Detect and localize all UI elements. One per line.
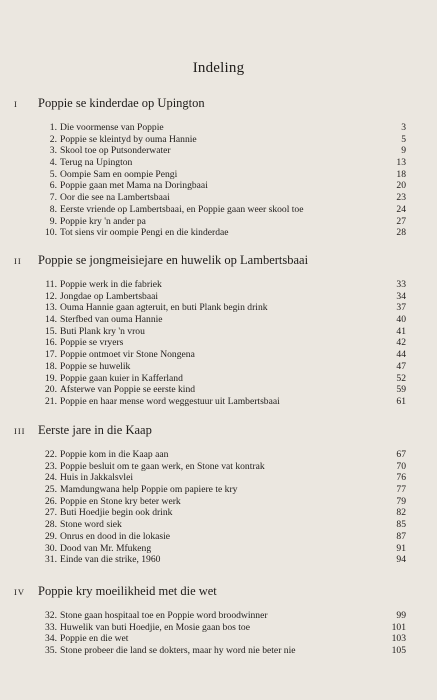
chapter-page-number: 85 bbox=[396, 519, 406, 531]
chapter-entry bbox=[42, 543, 406, 555]
chapter-title: Die voormense van Poppie bbox=[60, 122, 164, 133]
chapter-number: 35. bbox=[45, 645, 57, 657]
chapter-number: 5. bbox=[49, 168, 57, 180]
chapter-entry bbox=[42, 645, 406, 657]
part-title: Poppie kry moeilikheid met die wet bbox=[38, 584, 217, 598]
chapter-title: Ouma Hannie gaan agteruit, en buti Plank begin drink bbox=[60, 302, 268, 314]
chapter-page-number: 87 bbox=[396, 530, 406, 542]
chapter-page-number: 9 bbox=[401, 145, 406, 157]
chapter-number: 8. bbox=[49, 203, 57, 215]
chapter-entry bbox=[42, 216, 406, 228]
chapter-page-number: 3 bbox=[401, 122, 406, 133]
chapter-entry bbox=[42, 461, 406, 473]
chapter-entry bbox=[42, 227, 406, 239]
chapter-page-number: 101 bbox=[391, 621, 406, 633]
chapter-number: 13. bbox=[45, 302, 57, 314]
chapter-entry bbox=[42, 204, 406, 216]
chapter-page-number: 76 bbox=[396, 472, 406, 484]
chapter-number: 23. bbox=[45, 460, 57, 472]
chapter-title: Sterfbed van ouma Hannie bbox=[60, 314, 163, 326]
chapter-entry bbox=[42, 496, 406, 508]
chapter-page-number: 44 bbox=[396, 349, 406, 361]
chapter-entry bbox=[42, 192, 406, 204]
chapter-title: Einde van die strike, 1960 bbox=[60, 554, 161, 566]
chapter-title: Poppie kry 'n ander pa bbox=[60, 215, 146, 227]
chapter-page-number: 5 bbox=[401, 133, 406, 145]
chapter-entry bbox=[42, 145, 406, 157]
chapter-number: 21. bbox=[45, 395, 57, 407]
chapter-number: 16. bbox=[45, 337, 57, 349]
chapter-number: 15. bbox=[45, 325, 57, 337]
chapter-page-number: 67 bbox=[396, 449, 406, 460]
chapter-page-number: 99 bbox=[396, 610, 406, 621]
chapter-number: 25. bbox=[45, 484, 57, 496]
chapter-entry bbox=[42, 396, 406, 408]
chapter-page-number: 33 bbox=[396, 279, 406, 290]
chapter-title: Skool toe op Putsonderwater bbox=[60, 145, 171, 157]
chapter-page-number: 34 bbox=[396, 290, 406, 302]
part-title: Poppie se jongmeisiejare en huwelik op Lambertsbaai bbox=[38, 253, 309, 267]
chapter-list bbox=[42, 122, 406, 239]
chapter-number: 34. bbox=[45, 633, 57, 645]
chapter-title: Poppie en haar mense word weggestuur uit Lambertsbaai bbox=[60, 395, 280, 407]
chapter-entry bbox=[42, 134, 406, 146]
chapter-title: Poppie gaan kuier in Kafferland bbox=[60, 372, 183, 384]
chapter-title: Poppie werk in die fabriek bbox=[60, 279, 162, 290]
chapter-number: 31. bbox=[45, 554, 57, 566]
chapter-title: Poppie se kleintyd by ouma Hannie bbox=[60, 133, 197, 145]
chapter-page-number: 42 bbox=[396, 337, 406, 349]
chapter-number: 26. bbox=[45, 495, 57, 507]
chapter-page-number: 28 bbox=[396, 227, 406, 239]
chapter-title: Poppie besluit om te gaan werk, en Stone vat kontrak bbox=[60, 460, 265, 472]
chapter-title: Buti Hoedjie begin ook drink bbox=[60, 507, 173, 519]
chapter-number: 24. bbox=[45, 472, 57, 484]
part-heading bbox=[14, 423, 406, 441]
chapter-page-number: 79 bbox=[396, 495, 406, 507]
chapter-page-number: 94 bbox=[396, 554, 406, 566]
chapter-page-number: 77 bbox=[396, 484, 406, 496]
chapter-title: Dood van Mr. Mfukeng bbox=[60, 542, 152, 554]
chapter-entry bbox=[42, 291, 406, 303]
chapter-number: 6. bbox=[49, 180, 57, 192]
chapter-title: Jongdae op Lambertsbaai bbox=[60, 290, 159, 302]
chapter-number: 28. bbox=[45, 519, 57, 531]
chapter-entry bbox=[42, 122, 406, 134]
chapter-page-number: 37 bbox=[396, 302, 406, 314]
part-numeral: III bbox=[14, 426, 26, 436]
chapter-entry bbox=[42, 472, 406, 484]
chapter-title: Terug na Upington bbox=[60, 157, 133, 169]
chapter-number: 2. bbox=[49, 133, 57, 145]
chapter-entry bbox=[42, 349, 406, 361]
chapter-number: 9. bbox=[49, 215, 57, 227]
chapter-list bbox=[42, 610, 406, 657]
chapter-page-number: 105 bbox=[391, 645, 406, 657]
part-heading bbox=[14, 96, 406, 114]
chapter-number: 19. bbox=[45, 372, 57, 384]
chapter-entry bbox=[42, 169, 406, 181]
chapter-page-number: 18 bbox=[396, 168, 406, 180]
chapter-page-number: 47 bbox=[396, 360, 406, 372]
chapter-page-number: 70 bbox=[396, 460, 406, 472]
chapter-entry bbox=[42, 384, 406, 396]
part-section bbox=[14, 584, 406, 657]
chapter-number: 32. bbox=[45, 610, 57, 621]
chapter-title: Tot siens vir oompie Pengi en die kinderdae bbox=[60, 227, 229, 239]
chapter-title: Poppie kom in die Kaap aan bbox=[60, 449, 169, 460]
chapter-title: Onrus en dood in die lokasie bbox=[60, 530, 171, 542]
chapter-page-number: 24 bbox=[396, 203, 406, 215]
chapter-entry bbox=[42, 314, 406, 326]
chapter-page-number: 40 bbox=[396, 314, 406, 326]
chapter-title: Stone word siek bbox=[60, 519, 122, 531]
chapter-number: 10. bbox=[45, 227, 57, 239]
part-section bbox=[14, 253, 406, 408]
chapter-page-number: 82 bbox=[396, 507, 406, 519]
chapter-title: Afsterwe van Poppie se eerste kind bbox=[60, 384, 196, 396]
chapter-number: 1. bbox=[49, 122, 57, 133]
chapter-entry bbox=[42, 633, 406, 645]
chapter-page-number: 41 bbox=[396, 325, 406, 337]
chapter-title: Oor die see na Lambertsbaai bbox=[60, 192, 170, 204]
chapter-entry bbox=[42, 519, 406, 531]
chapter-list bbox=[42, 279, 406, 408]
chapter-title: Poppie se huwelik bbox=[60, 360, 131, 372]
chapter-title: Stone probeer die land se dokters, maar hy word nie beter nie bbox=[60, 645, 296, 657]
chapter-entry bbox=[42, 302, 406, 314]
part-numeral: IV bbox=[14, 587, 25, 597]
chapter-number: 33. bbox=[45, 621, 57, 633]
chapter-entry bbox=[42, 507, 406, 519]
chapter-entry bbox=[42, 449, 406, 461]
chapter-title: Poppie en Stone kry beter werk bbox=[60, 495, 181, 507]
chapter-page-number: 27 bbox=[396, 215, 406, 227]
chapter-page-number: 61 bbox=[396, 395, 406, 407]
part-title: Poppie se kinderdae op Upington bbox=[38, 96, 205, 110]
chapter-number: 17. bbox=[45, 349, 57, 361]
chapter-entry bbox=[42, 373, 406, 385]
chapter-number: 30. bbox=[45, 542, 57, 554]
chapter-page-number: 20 bbox=[396, 180, 406, 192]
chapter-list bbox=[42, 449, 406, 566]
chapter-entry bbox=[42, 180, 406, 192]
chapter-number: 7. bbox=[49, 192, 57, 204]
chapter-title: Eerste vriende op Lambertsbaai, en Poppie gaan weer skool toe bbox=[60, 203, 304, 215]
chapter-title: Huwelik van buti Hoedjie, en Mosie gaan bos toe bbox=[60, 621, 250, 633]
chapter-title: Poppie se vryers bbox=[60, 337, 124, 349]
chapter-entry bbox=[42, 157, 406, 169]
chapter-entry bbox=[42, 337, 406, 349]
chapter-title: Poppie en die wet bbox=[60, 633, 129, 645]
part-section bbox=[14, 96, 406, 239]
chapter-number: 18. bbox=[45, 360, 57, 372]
chapter-number: 22. bbox=[45, 449, 57, 460]
chapter-number: 20. bbox=[45, 384, 57, 396]
chapter-number: 29. bbox=[45, 530, 57, 542]
part-title: Eerste jare in die Kaap bbox=[38, 423, 152, 437]
chapter-entry bbox=[42, 361, 406, 373]
part-numeral: I bbox=[14, 99, 18, 109]
chapter-entry bbox=[42, 279, 406, 291]
part-numeral: II bbox=[14, 256, 22, 266]
chapter-number: 27. bbox=[45, 507, 57, 519]
chapter-entry bbox=[42, 326, 406, 338]
chapter-page-number: 91 bbox=[396, 542, 406, 554]
chapter-number: 4. bbox=[49, 157, 57, 169]
chapter-page-number: 13 bbox=[396, 157, 406, 169]
chapter-entry bbox=[42, 484, 406, 496]
chapter-page-number: 59 bbox=[396, 384, 406, 396]
chapter-entry bbox=[42, 531, 406, 543]
chapter-title: Oompie Sam en oompie Pengi bbox=[60, 168, 178, 180]
chapter-page-number: 23 bbox=[396, 192, 406, 204]
part-section bbox=[14, 423, 406, 566]
part-heading bbox=[14, 584, 406, 602]
chapter-page-number: 103 bbox=[391, 633, 406, 645]
chapter-number: 3. bbox=[49, 145, 57, 157]
chapter-title: Poppie ontmoet vir Stone Nongena bbox=[60, 349, 195, 361]
part-heading bbox=[14, 253, 406, 271]
chapter-title: Stone gaan hospitaal toe en Poppie word broodwinner bbox=[60, 610, 268, 621]
page-title: Indeling bbox=[192, 60, 245, 76]
chapter-title: Buti Plank kry 'n vrou bbox=[60, 325, 145, 337]
chapter-number: 11. bbox=[45, 279, 57, 290]
chapter-title: Poppie gaan met Mama na Doringbaai bbox=[60, 180, 208, 192]
chapter-entry bbox=[42, 610, 406, 622]
chapter-number: 14. bbox=[45, 314, 57, 326]
chapter-title: Huis in Jakkalsvlei bbox=[60, 472, 134, 484]
chapter-page-number: 52 bbox=[396, 372, 406, 384]
chapter-entry bbox=[42, 622, 406, 634]
chapter-entry bbox=[42, 554, 406, 566]
chapter-number: 12. bbox=[45, 290, 57, 302]
chapter-title: Mamdungwana help Poppie om papiere te kry bbox=[60, 484, 238, 496]
